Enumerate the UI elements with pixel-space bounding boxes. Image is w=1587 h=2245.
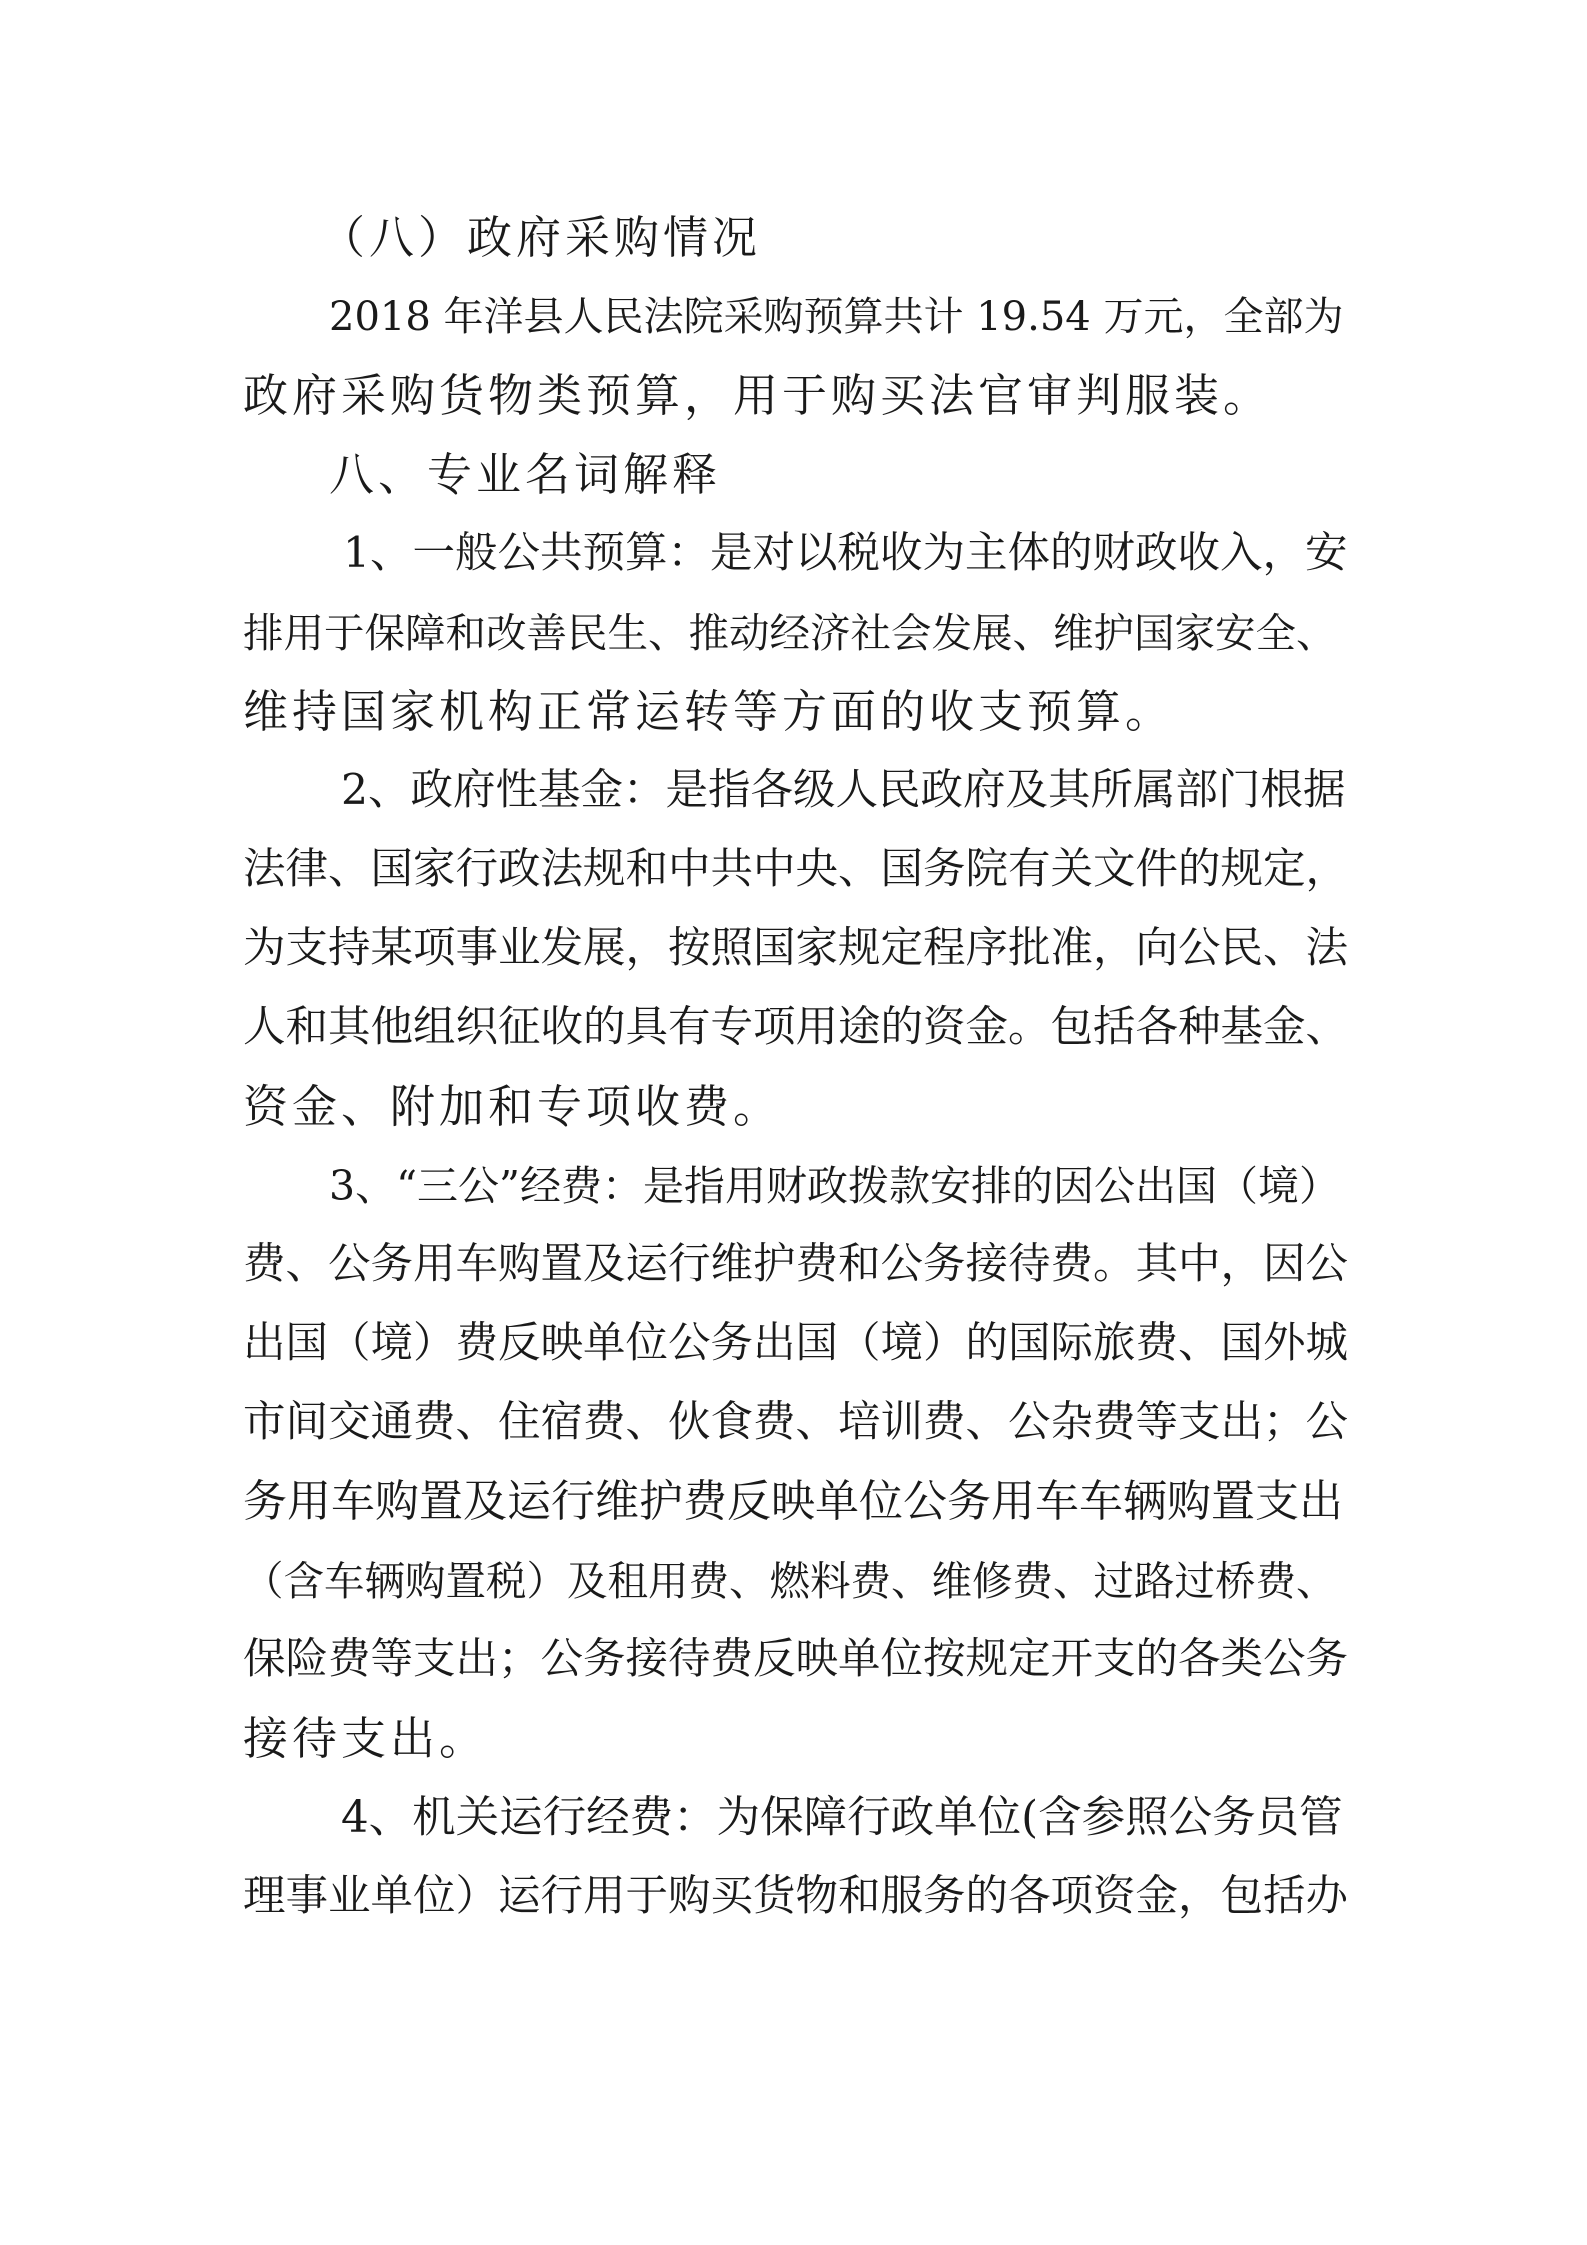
- paragraph-line: 排用于保障和改善民生、推动经济社会发展、维护国家安全、: [243, 609, 1337, 657]
- paragraph-line: 2、政府性基金：是指各级人民政府及其所属部门根据: [341, 766, 1346, 815]
- paragraph-line: 4、机关运行经费：为保障行政单位(含参照公务员管: [341, 1793, 1343, 1843]
- paragraph-line: 2018 年洋县人民法院采购预算共计 19.54 万元，全部为: [329, 294, 1344, 340]
- paragraph-line: 维持国家机构正常运转等方面的收支预算。: [243, 685, 1175, 738]
- paragraph-line: 接待支出。: [243, 1712, 489, 1765]
- paragraph-line: 人和其他组织征收的具有专项用途的资金。包括各种基金、: [243, 1003, 1349, 1052]
- paragraph-line: （含车辆购置税）及租用费、燃料费、维修费、过路过桥费、: [243, 1557, 1337, 1605]
- paragraph-line: 政府采购货物类预算，用于购买法官审判服装。: [243, 369, 1273, 422]
- paragraph-line: 保险费等支出；公务接待费反映单位按规定开支的各类公务: [243, 1635, 1349, 1684]
- paragraph-line: 资金、附加和专项收费。: [243, 1080, 783, 1133]
- paragraph-line: 费、公务用车购置及运行维护费和公务接待费。其中，因公: [243, 1240, 1349, 1289]
- paragraph-line: 市间交通费、住宿费、伙食费、培训费、公杂费等支出；公: [243, 1398, 1349, 1447]
- paragraph-line: 3、“三公”经费：是指用财政拨款安排的因公出国（境）: [329, 1162, 1341, 1210]
- section-heading-glossary: 八、专业名词解释: [329, 448, 722, 501]
- paragraph-line: 法律、国家行政法规和中共中央、国务院有关文件的规定，: [243, 845, 1349, 894]
- paragraph-line: 出国（境）费反映单位公务出国（境）的国际旅费、国外城: [243, 1319, 1349, 1368]
- paragraph-line: 务用车购置及运行维护费反映单位公务用车车辆购置支出: [243, 1476, 1343, 1527]
- paragraph-line: 1、一般公共预算：是对以税收为主体的财政收入，安: [343, 529, 1348, 578]
- section-heading-government-procurement: （八）政府采购情况: [320, 211, 762, 264]
- paragraph-line: 为支持某项事业发展，按照国家规定程序批准，向公民、法: [243, 924, 1349, 973]
- paragraph-line: 理事业单位）运行用于购买货物和服务的各项资金，包括办: [243, 1872, 1349, 1921]
